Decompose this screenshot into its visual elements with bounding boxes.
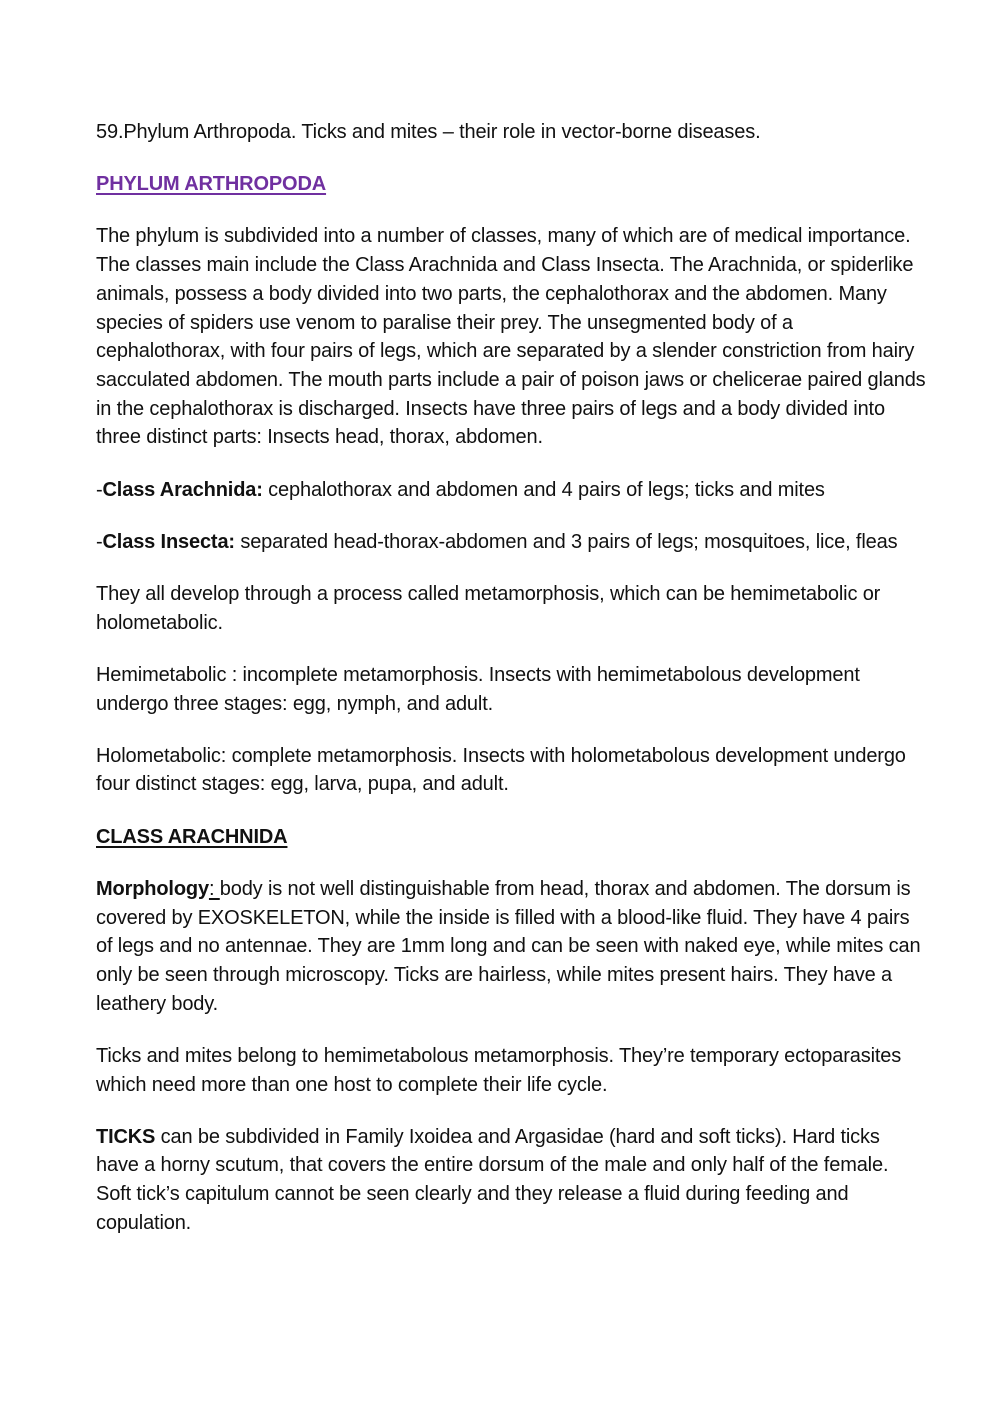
ticks-text: can be subdivided in Family Ixoidea and Argasidae (hard and soft ticks). Hard ticks have a horny scutum, that covers the entire dorsum of the male and only half of the female. Soft tick’s capitulum cannot be seen clearly and they release a fluid during feeding and copulation. [96,1125,889,1234]
class-arachnida-item [96,476,926,505]
hemimetabolic-paragraph: Hemimetabolic : incomplete metamorphosis. Insects with hemimetabolous development undergo three stages: egg, nymph, and adult. [96,663,860,715]
morphology-paragraph [96,875,926,1019]
class-insecta-text: separated head-thorax-abdomen and 3 pairs of legs; mosquitoes, lice, fleas [234,530,898,553]
morphology-label: Morphology [96,877,209,900]
class-insecta-label: Class Insecta: [102,530,235,553]
intro-paragraph: The phylum is subdivided into a number of classes, many of which are of medical importance. The classes main include the Class Arachnida and Class Insecta. The Arachnida, or spiderlike animals, possess a body divided into two parts, the cephalothorax and the abdomen. Many species of spiders use venom to paralise their prey. The unsegmented body of a cephalothorax, with four pairs of legs, which are separated by a slender constriction from hairy sacculated abdomen. The mouth parts include a pair of poison jaws or chelicerae paired glands in the cephalothorax is discharged. Insects have three pairs of legs and a body divided into three distinct parts: Insects head, thorax, abdomen. [96,225,926,449]
morphology-colon: : [208,877,220,900]
ectoparasites-paragraph: Ticks and mites belong to hemimetabolous metamorphosis. They’re temporary ectoparasites which need more than one host to complete their life cycle. [96,1044,902,1096]
class-insecta-item [96,528,926,557]
class-arachnida-text: cephalothorax and abdomen and 4 pairs of legs; ticks and mites [262,478,825,501]
ticks-paragraph [96,1123,926,1238]
section-heading-phylum-arthropoda: PHYLUM ARTHROPODA [96,173,327,196]
document-title: 59.Phylum Arthropoda. Ticks and mites – their role in vector-borne diseases. [96,121,761,143]
list-dash: - [96,478,103,501]
document-page [96,118,926,1261]
section-heading-class-arachnida: CLASS ARACHNIDA [96,825,288,848]
list-dash: - [96,530,103,553]
ticks-label: TICKS [96,1125,156,1148]
morphology-text: body is not well distinguishable from head, thorax and abdomen. The dorsum is covered by EXOSKELETON, while the inside is filled with a blood-like fluid. They have 4 pairs of legs and no antennae. They are 1mm long and can be seen with naked eye, while mites can only be seen through microscopy. Ticks are hairless, while mites present hairs. They have a leathery body. [96,877,921,1015]
class-arachnida-label: Class Arachnida: [102,478,263,501]
holometabolic-paragraph: Holometabolic: complete metamorphosis. Insects with holometabolous development undergo four distinct stages: egg, larva, pupa, and adult. [96,744,906,796]
metamorphosis-paragraph: They all develop through a process called metamorphosis, which can be hemimetabolic or holometabolic. [96,582,881,634]
